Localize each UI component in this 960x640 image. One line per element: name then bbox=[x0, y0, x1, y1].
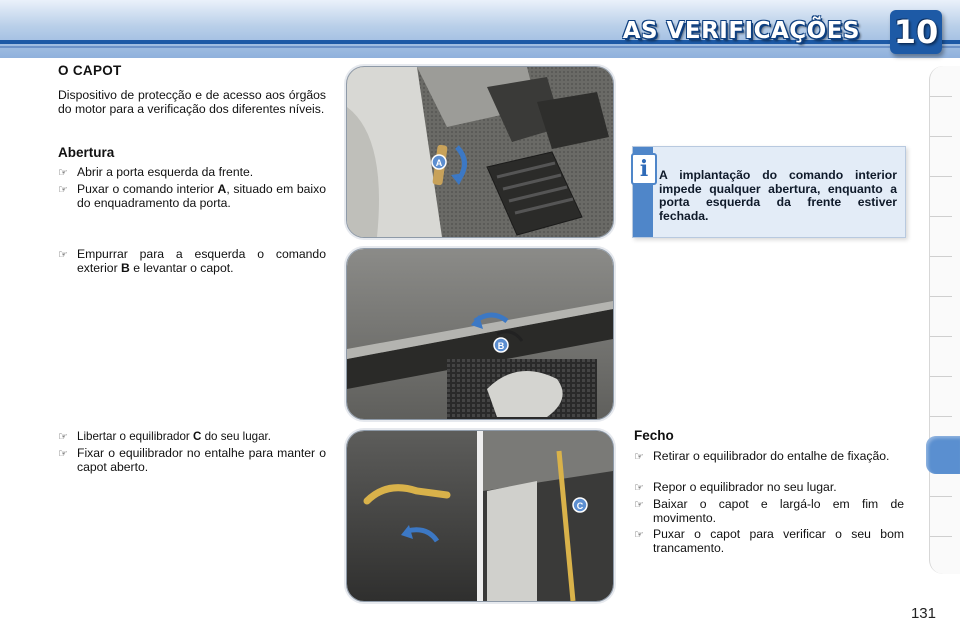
abertura-step-1: ☞ Abrir a porta esquerda da frente. bbox=[58, 165, 254, 179]
abertura-step-5: ☞ Fixar o equilibrador no entalhe para manter o capot aberto. bbox=[58, 446, 326, 474]
section-title: O CAPOT bbox=[58, 63, 122, 78]
page-number: 131 bbox=[910, 605, 936, 622]
fecho-step-2: ☞ Repor o equilibrador no seu lugar. bbox=[634, 480, 837, 494]
chapter-number-badge bbox=[890, 10, 942, 54]
pointing-hand-icon: ☞ bbox=[58, 430, 68, 443]
pointing-hand-icon: ☞ bbox=[634, 481, 644, 494]
tab-divider bbox=[930, 416, 952, 417]
abertura-step-4: ☞ Libertar o equilibrador C do seu lugar. bbox=[58, 430, 272, 443]
chapter-tab-strip bbox=[929, 66, 960, 574]
section-intro: Dispositivo de protecção e de acesso aos órgãos do motor para a verificação dos diferentes níveis. bbox=[58, 88, 326, 116]
header-stripe-thin bbox=[0, 46, 960, 48]
fecho-step-1: ☞ Retirar o equilibrador do entalhe de fixação. bbox=[634, 449, 890, 463]
chapter-number: 10 bbox=[893, 13, 939, 51]
ref-label-b: B bbox=[121, 260, 130, 275]
abertura-step-2: ☞ Puxar o comando interior A, situado em baixo do enquadramento da porta. bbox=[58, 182, 326, 210]
fecho-heading: Fecho bbox=[634, 428, 674, 443]
photo-exterior-release bbox=[346, 248, 614, 420]
abertura-heading: Abertura bbox=[58, 145, 115, 160]
tab-divider bbox=[930, 496, 952, 497]
tab-divider bbox=[930, 176, 952, 177]
photo-label-b: B bbox=[497, 341, 505, 351]
chapter-title: AS VERIFICAÇÕES bbox=[622, 18, 860, 44]
photo-label-c: C bbox=[576, 501, 584, 511]
header-band bbox=[0, 0, 960, 58]
tab-divider bbox=[930, 336, 952, 337]
ref-label-a: A bbox=[217, 182, 227, 196]
tab-divider bbox=[930, 136, 952, 137]
tab-divider bbox=[930, 296, 952, 297]
pointing-hand-icon: ☞ bbox=[58, 447, 68, 460]
pointing-hand-icon: ☞ bbox=[634, 498, 644, 511]
pointing-hand-icon: ☞ bbox=[58, 183, 68, 196]
tab-divider bbox=[930, 376, 952, 377]
pointing-hand-icon: ☞ bbox=[58, 248, 68, 261]
abertura-step-3: ☞ Empurrar para a esquerda o comando exterior B e levantar o capot. bbox=[58, 247, 326, 275]
info-note-box bbox=[632, 146, 906, 238]
photo-prop-rod bbox=[346, 430, 614, 602]
pointing-hand-icon: ☞ bbox=[58, 166, 68, 179]
fecho-step-4: ☞ Puxar o capot para verificar o seu bom trancamento. bbox=[634, 527, 904, 555]
chapter-tab-active[interactable] bbox=[926, 436, 960, 474]
tab-divider bbox=[930, 96, 952, 97]
info-icon: i bbox=[631, 153, 657, 185]
tab-divider bbox=[930, 536, 952, 537]
pointing-hand-icon: ☞ bbox=[634, 450, 644, 463]
photo-label-a: A bbox=[435, 158, 443, 168]
info-note-text: A implantação do comando interior impede qualquer abertura, enquanto a porta esquerda da frente estiver fechada. bbox=[659, 168, 897, 223]
ref-label-c: C bbox=[193, 430, 202, 443]
photo-interior-lever bbox=[346, 66, 614, 238]
pointing-hand-icon: ☞ bbox=[634, 528, 644, 541]
tab-divider bbox=[930, 256, 952, 257]
fecho-step-3: ☞ Baixar o capot e largá-lo em fim de movimento. bbox=[634, 497, 904, 525]
tab-divider bbox=[930, 216, 952, 217]
